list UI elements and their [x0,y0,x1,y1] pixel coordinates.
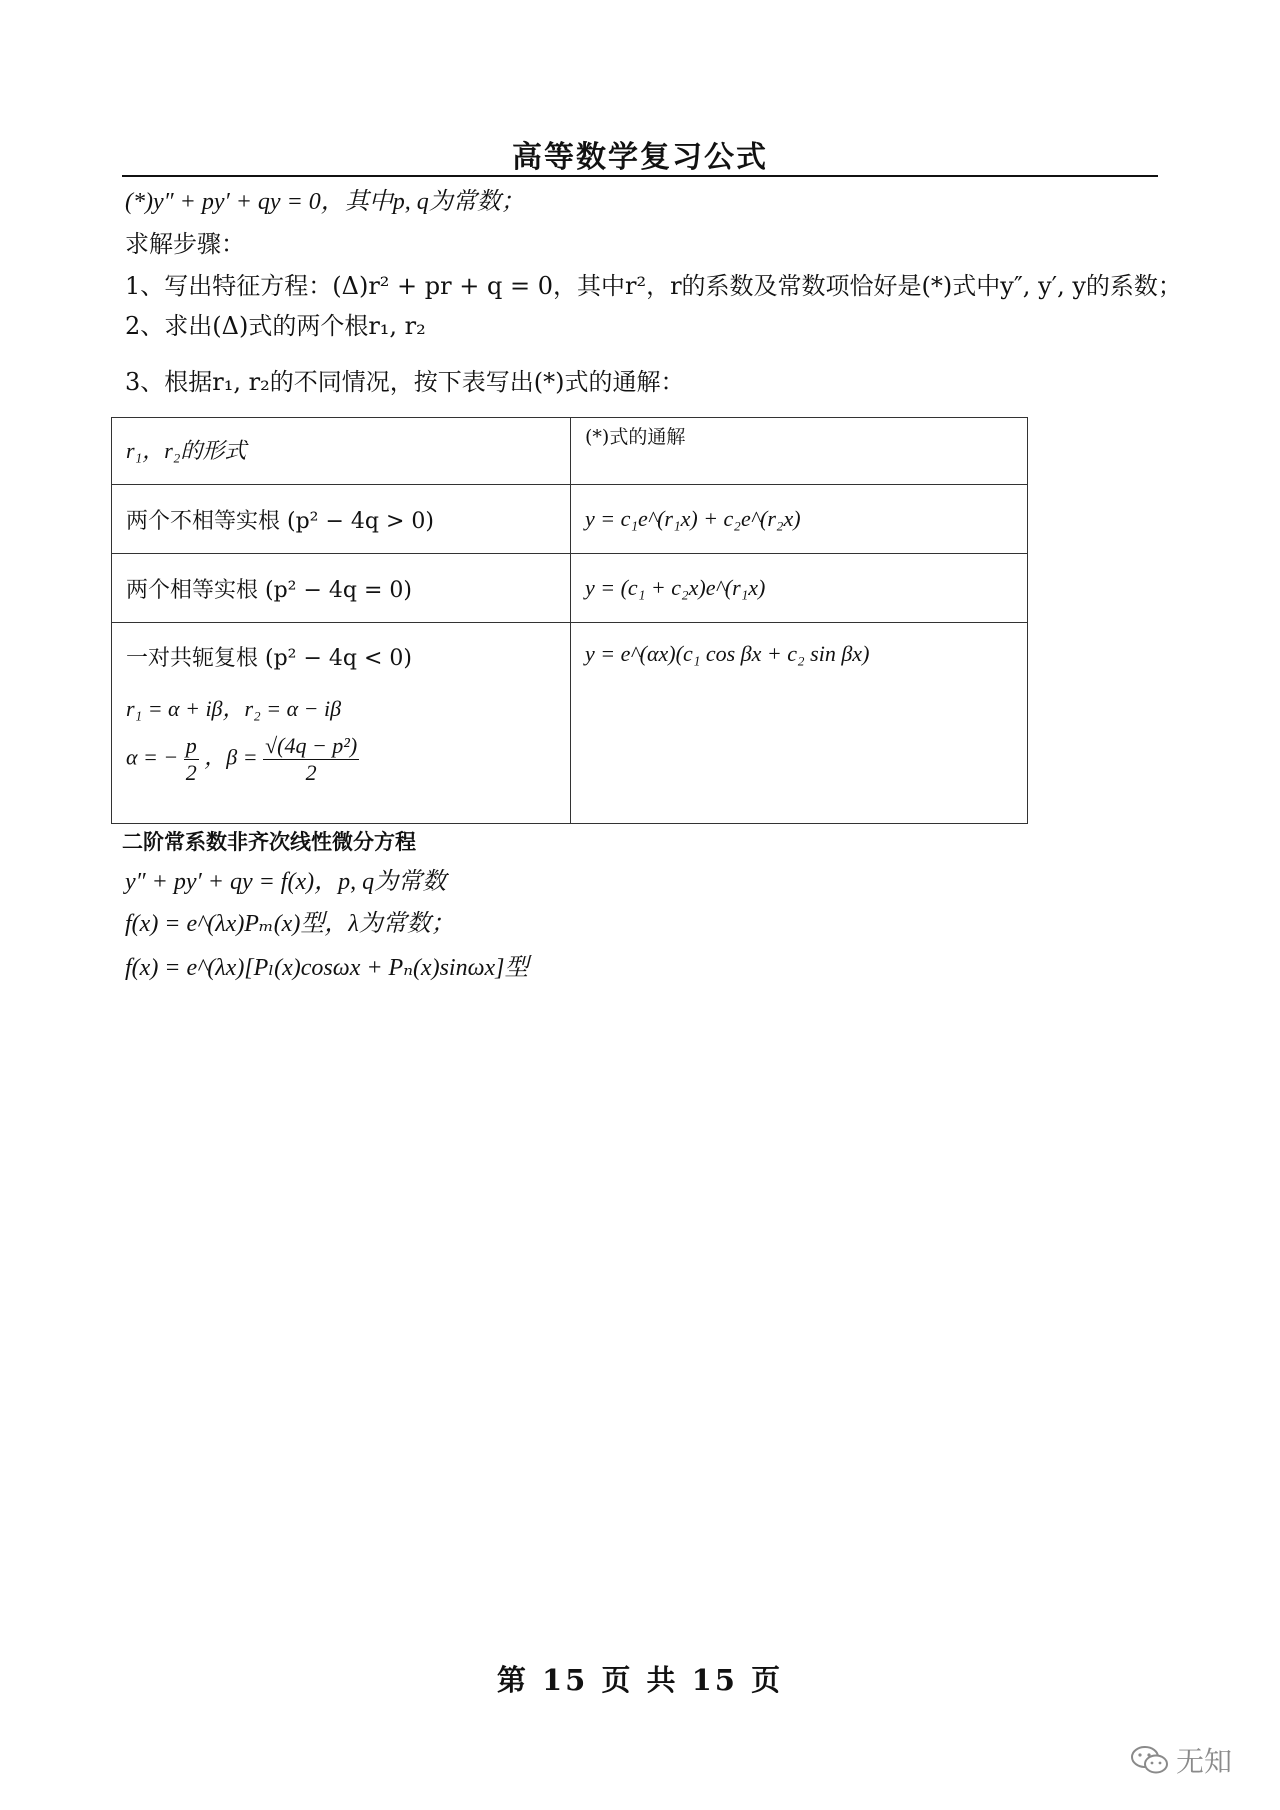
solution-cell [571,485,1028,554]
table-row [112,485,1028,554]
page-footer: 第 15 页 共 15 页 [496,1663,784,1697]
solution-distinct-real: y = c₁e^(r₁x) + c₂e^(r₂x) [585,506,801,531]
alpha-numerator: p [185,733,197,758]
general-solution-table [111,417,1028,824]
solution-cell [571,623,1028,824]
forcing-type-1: f(x) = e^(λx)Pₘ(x)型，λ为常数； [125,911,455,937]
beta-denominator: 2 [305,760,317,785]
case-complex: 一对共轭复根 (p² − 4q < 0) [126,646,412,671]
header-general-solution: (*)式的通解 [585,426,686,448]
header-general-solution-cell [571,418,1028,485]
watermark [1130,1740,1232,1780]
forcing-type-2: f(x) = e^(λx)[Pₗ(x)cosωx + Pₙ(x)sinωx]型 [125,955,529,981]
title-rule [122,175,1158,177]
table-header-row [112,418,1028,485]
alpha-fraction [184,733,199,786]
intro-equation: (*)y″ + py′ + qy = 0，其中p, q为常数； [125,189,525,215]
case-cell [112,485,571,554]
beta-numerator: √(4q − p²) [265,733,358,758]
header-roots-form-cell [112,418,571,485]
solution-complex: y = e^(αx)(c₁ cos βx + c₂ sin βx) [585,641,870,666]
table-row [112,554,1028,623]
solution-equal-real: y = (c₁ + c₂x)e^(r₁x) [585,575,766,600]
alpha-label: α = − [126,744,179,770]
case-cell [112,623,571,824]
wechat-icon [1130,1744,1170,1776]
step-2: 2、求出(Δ)式的两个根r₁, r₂ [125,312,426,340]
solution-cell [571,554,1028,623]
beta-label: ，β = [204,744,258,770]
step-3: 3、根据r₁, r₂的不同情况，按下表写出(*)式的通解： [125,368,685,396]
case-distinct-real: 两个不相等实根 (p² − 4q > 0) [126,508,434,534]
watermark-text: 无知 [1176,1745,1233,1778]
beta-fraction [263,733,359,786]
table-row [112,623,1028,824]
case-cell [112,554,571,623]
alpha-denominator: 2 [185,760,197,785]
step-1: 1、写出特征方程：(Δ)r² + pr + q = 0，其中r²，r的系数及常数项恰好是(*)式中y″, y′, y的系数； [125,272,1182,300]
steps-heading: 求解步骤： [125,230,245,258]
section-title-nonhomogeneous: 二阶常系数非齐次线性微分方程 [122,830,416,854]
header-roots-form: r₁，r₂的形式 [126,438,247,463]
nonhomogeneous-equation: y″ + py′ + qy = f(x)，p, q为常数 [125,869,447,895]
complex-roots: r₁ = α + iβ，r₂ = α − iβ [126,696,342,721]
case-equal-real: 两个相等实根 (p² − 4q = 0) [126,577,412,603]
alpha-beta-formula [126,733,556,786]
document-title: 高等数学复习公式 [512,140,768,175]
